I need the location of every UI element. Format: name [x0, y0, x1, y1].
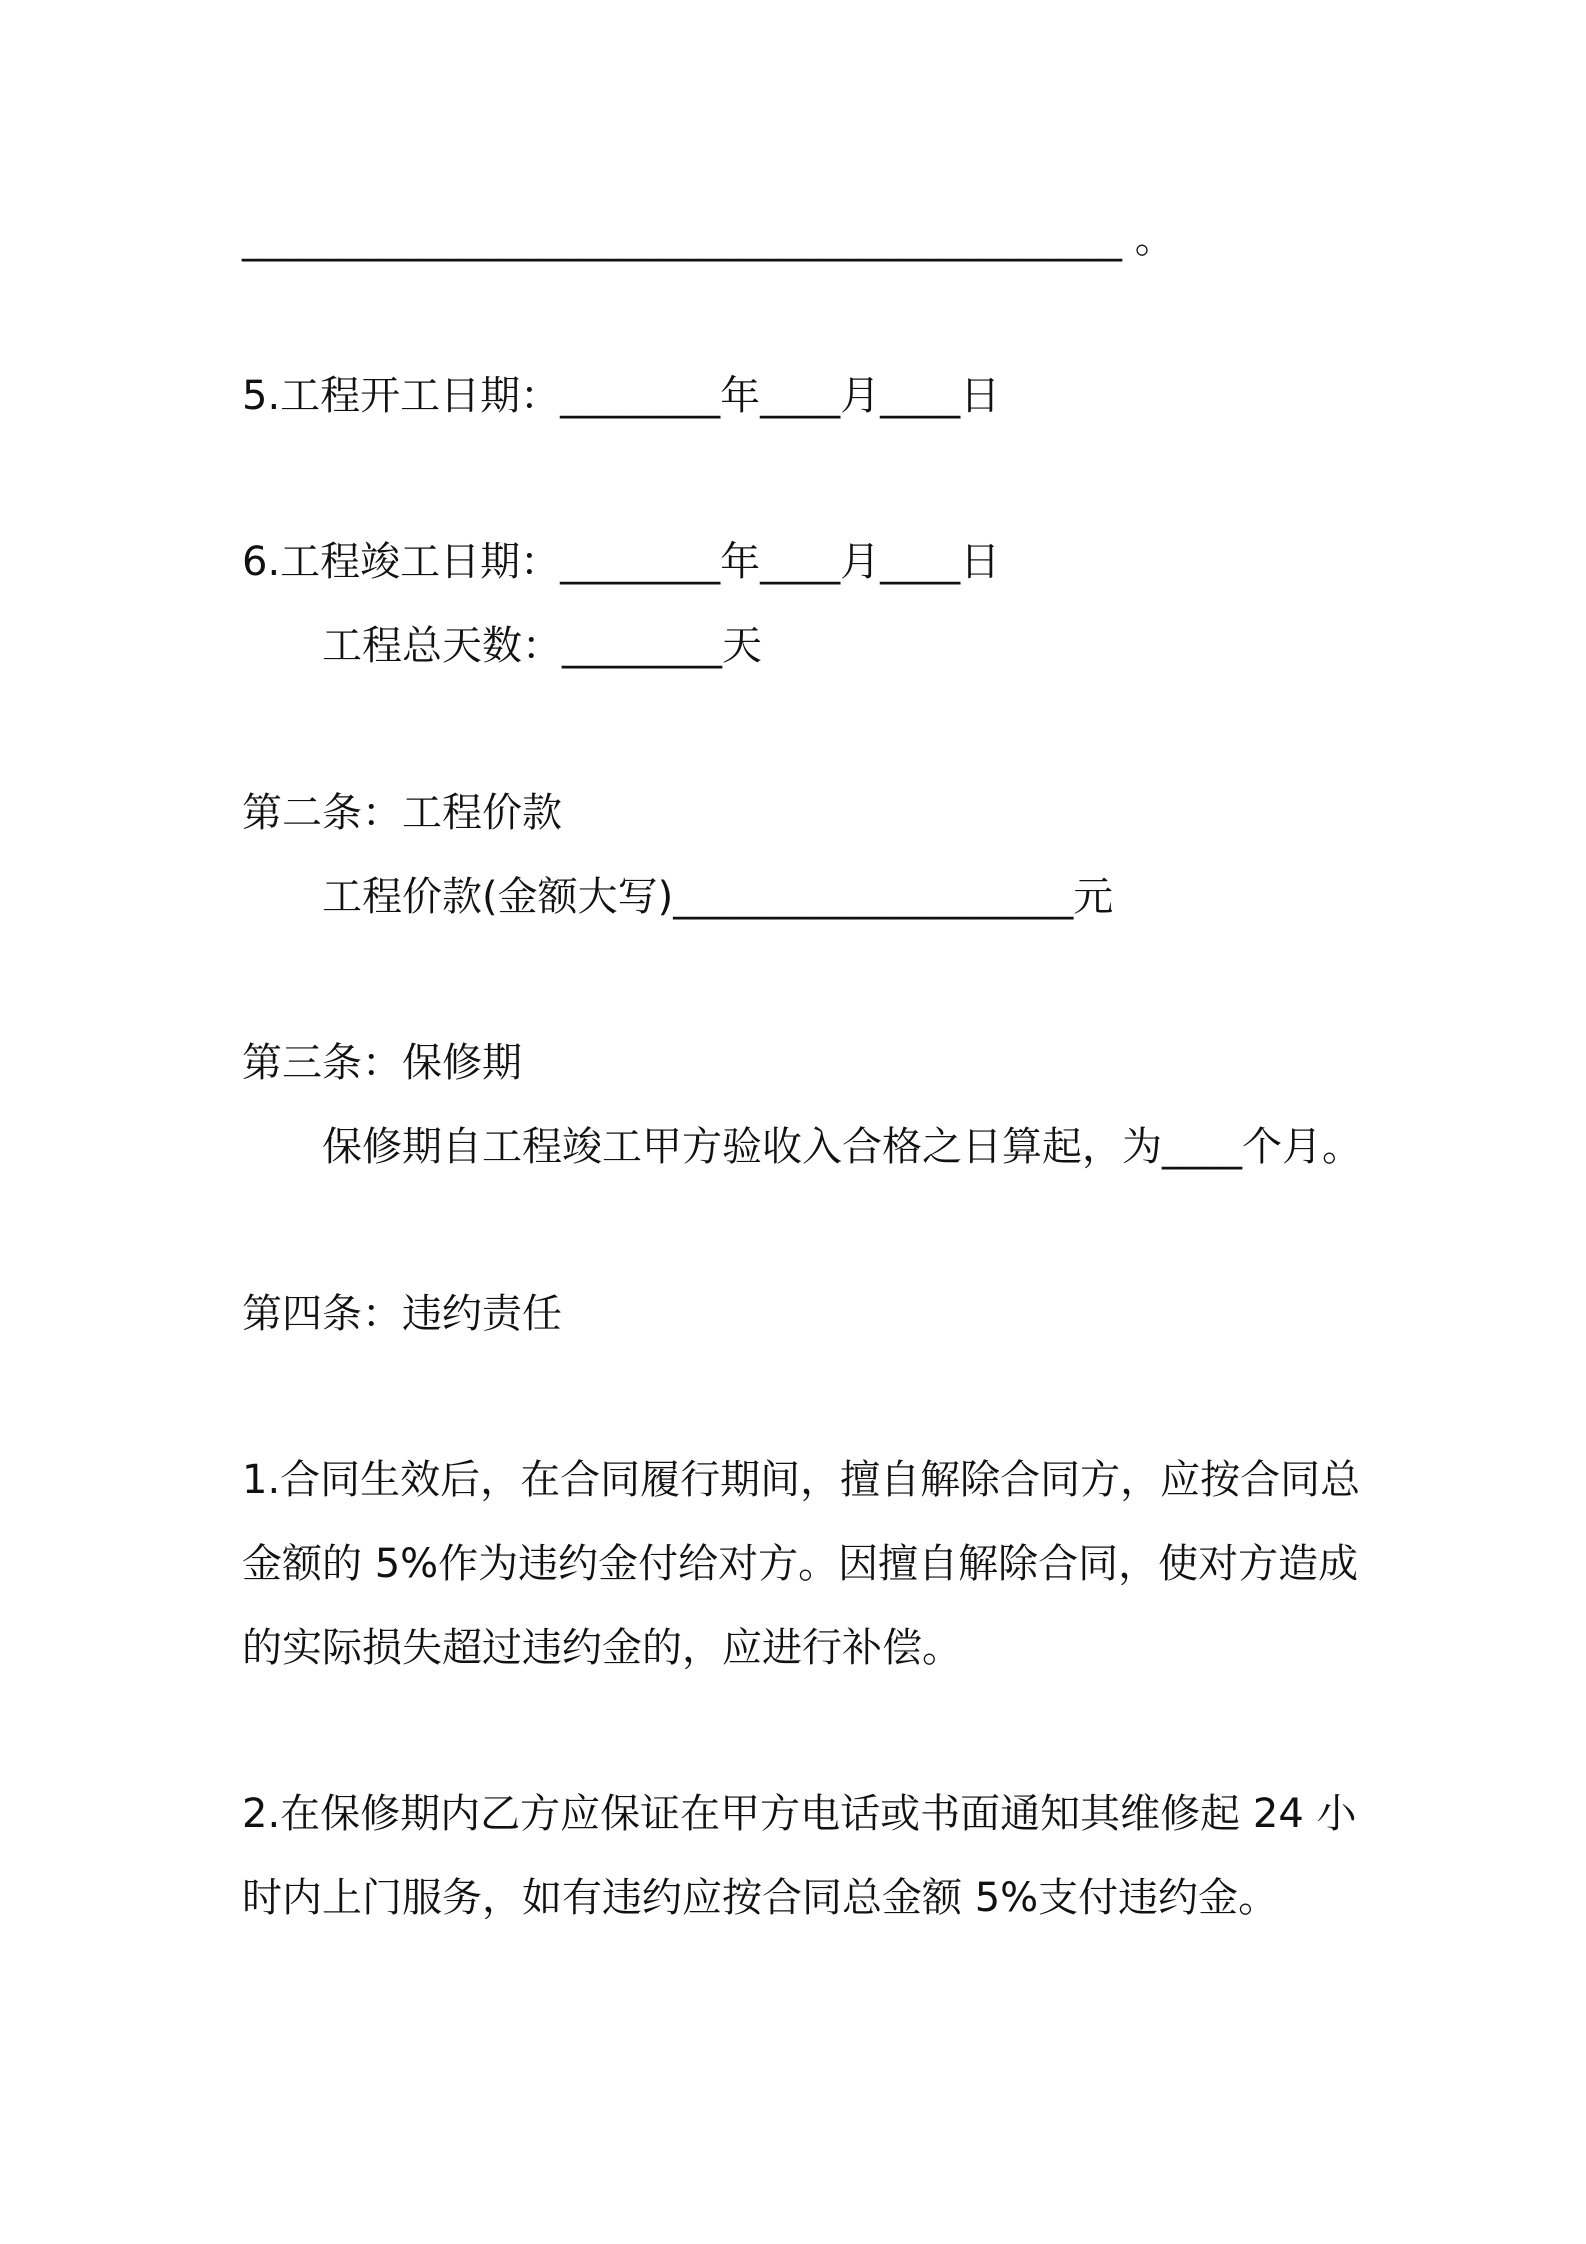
breach-clause-1-line-1: 1.合同生效后，在合同履行期间，擅自解除合同方，应按合同总 — [242, 1457, 1361, 1503]
breach-clause-1-line-2: 金额的 5%作为违约金付给对方。因擅自解除合同，使对方造成 — [242, 1541, 1359, 1587]
article-four-heading: 第四条：违约责任 — [242, 1291, 562, 1337]
warranty-period-line: 保修期自工程竣工甲方验收入合格之日算起，为____个月。 — [322, 1124, 1362, 1170]
blank-underline-line: ____________________________________________ 。 — [242, 216, 1175, 262]
article-two-heading: 第二条：工程价款 — [242, 790, 562, 836]
breach-clause-1-line-3: 的实际损失超过违约金的，应进行补偿。 — [242, 1625, 962, 1671]
breach-clause-2-line-1: 2.在保修期内乙方应保证在甲方电话或书面通知其维修起 24 小 — [242, 1791, 1357, 1837]
total-days-line: 工程总天数：________天 — [322, 623, 762, 669]
article-three-heading: 第三条：保修期 — [242, 1040, 522, 1086]
start-date-line: 5.工程开工日期：________年____月____日 — [242, 373, 1001, 419]
breach-clause-2-line-2: 时内上门服务，如有违约应按合同总金额 5%支付违约金。 — [242, 1875, 1279, 1921]
completion-date-line: 6.工程竣工日期：________年____月____日 — [242, 539, 1001, 585]
contract-price-line: 工程价款(金额大写)____________________元 — [322, 874, 1114, 920]
